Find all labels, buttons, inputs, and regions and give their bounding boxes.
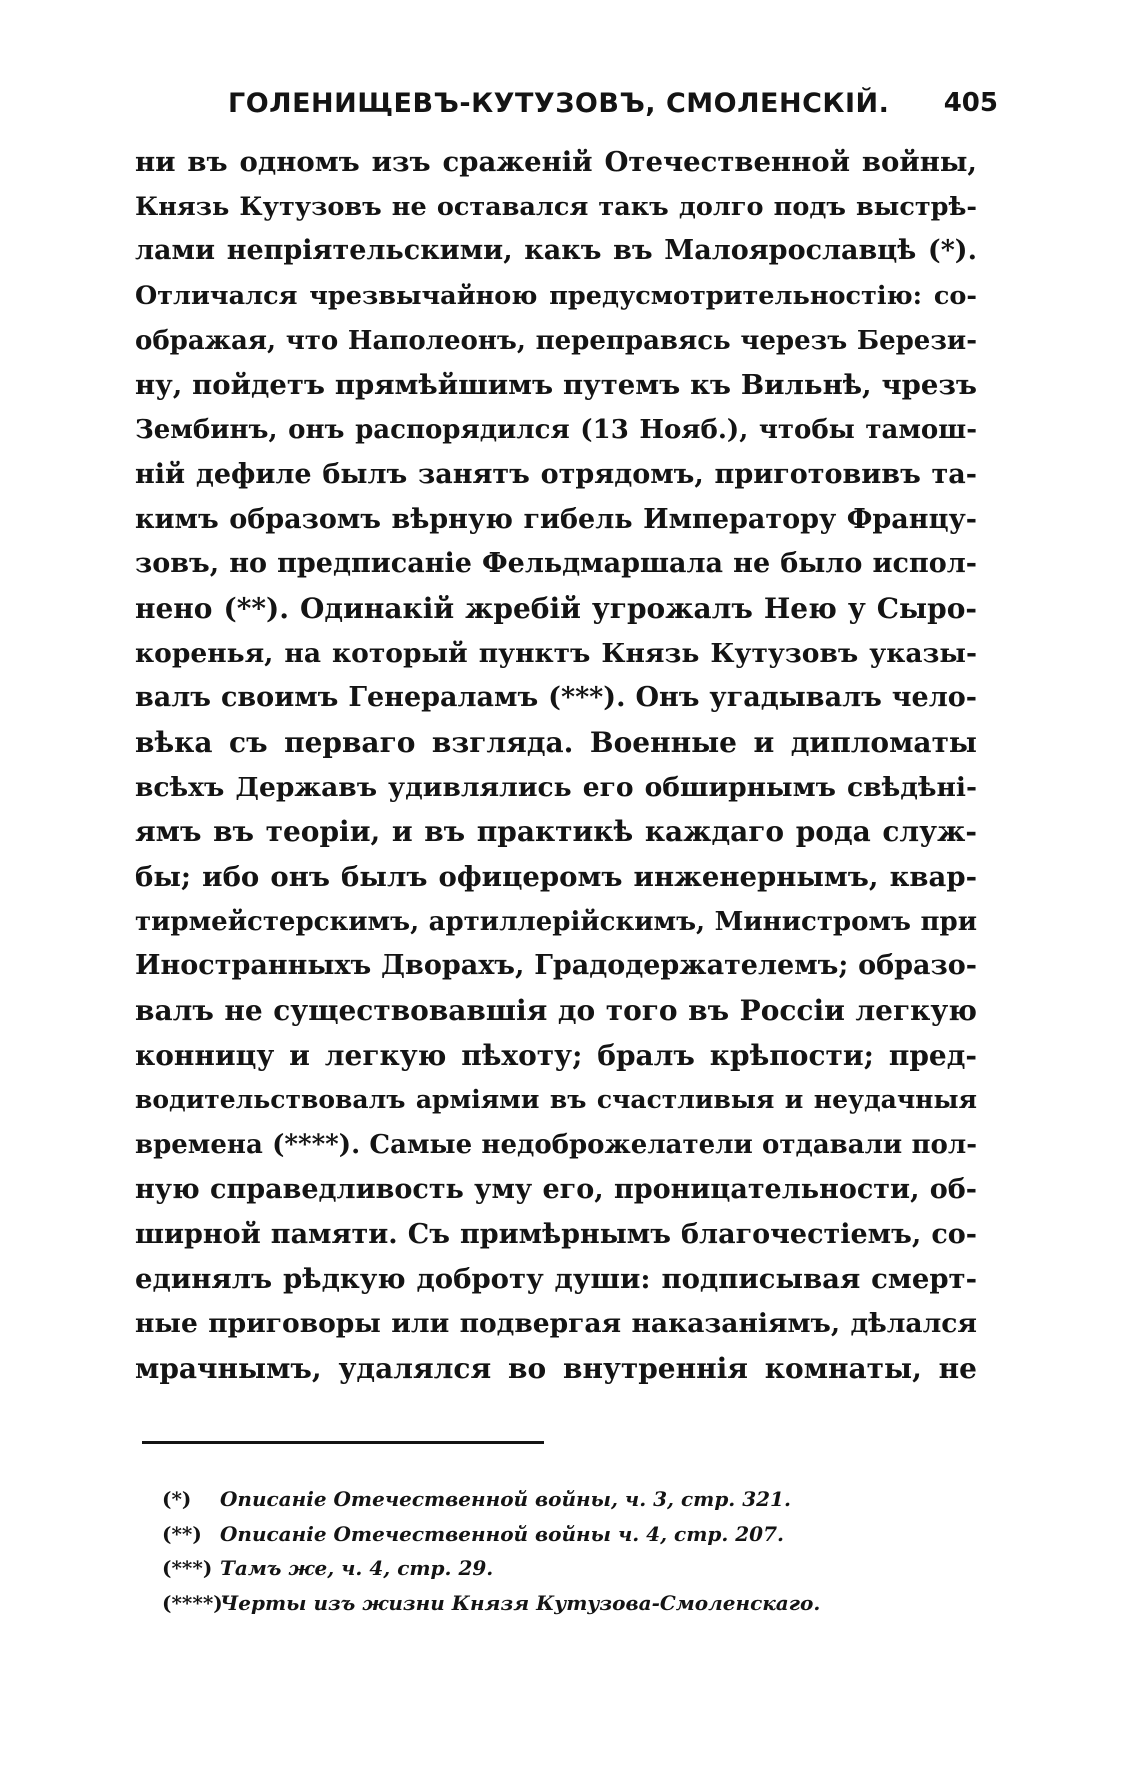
page-number: 405: [943, 88, 998, 118]
text-line: зовъ, но предписаніе Фельдмаршала не было испол-: [135, 548, 977, 580]
footnote: [162, 1551, 862, 1586]
footnote-mark: (*): [162, 1487, 192, 1511]
footnote-mark: (**): [162, 1521, 202, 1546]
footnote-divider: [142, 1441, 544, 1444]
running-title: ГОЛЕНИЩЕВЪ-КУТУЗОВЪ, СМОЛЕНСКІЙ.: [228, 88, 890, 119]
text-line: мрачнымъ, удалялся во внутреннія комнаты, не: [135, 1351, 977, 1385]
text-line: нено (**). Одинакій жребій угрожалъ Нею у Сыро-: [135, 591, 977, 625]
text-line: коренья, на который пунктъ Князь Кутузовъ указы-: [135, 637, 977, 669]
text-line: ямъ въ теоріи, и въ практикѣ каждаго рода служ-: [135, 815, 977, 849]
text-line: времена (****). Самые недоброжелатели отдавали пол-: [135, 1130, 977, 1161]
text-line: Князь Кутузовъ не оставался такъ долго подъ выстрѣ-: [135, 191, 977, 222]
text-line: валъ своимъ Генераламъ (***). Онъ угадывалъ чело-: [135, 682, 977, 714]
text-line: ній дефиле былъ занятъ отрядомъ, приготовивъ та-: [135, 458, 977, 490]
footnote-text: Описаніе Отечественной войны ч. 4, стр. 207.: [220, 1521, 784, 1546]
footnote-mark: (***): [162, 1556, 213, 1580]
main-text: [135, 140, 977, 1391]
text-line: конницу и легкую пѣхоту; бралъ крѣпости; пред-: [135, 1038, 977, 1072]
text-line: ни въ одномъ изъ сраженій Отечественной войны,: [135, 146, 977, 178]
text-line: бы; ибо онъ былъ офицеромъ инженернымъ, квар-: [135, 861, 977, 893]
footnotes: [162, 1482, 862, 1620]
footnote: [162, 1517, 862, 1552]
footnote-text: Описаніе Отечественной войны, ч. 3, стр. 321.: [220, 1487, 791, 1511]
text-line: ну, пойдетъ прямѣйшимъ путемъ къ Вильнѣ, чрезъ: [135, 369, 977, 402]
text-line: всѣхъ Державъ удивлялись его обширнымъ свѣдѣні-: [135, 771, 977, 803]
footnote-text: Черты изъ жизни Князя Кутузова-Смоленскаго.: [220, 1590, 821, 1615]
footnote-mark: (****): [162, 1590, 223, 1615]
text-line: валъ не существовавшія до того въ Россіи легкую: [135, 994, 977, 1028]
text-line: Иностранныхъ Дворахъ, Градодержателемъ; образо-: [135, 950, 977, 982]
footnote: [162, 1586, 862, 1621]
text-line: водительствовалъ арміями въ счастливыя и неудачныя: [135, 1085, 977, 1115]
text-line: лами непріятельскими, какъ въ Малоярославцѣ (*).: [135, 235, 977, 267]
text-line: ширной памяти. Съ примѣрнымъ благочестіемъ, со-: [135, 1218, 977, 1250]
text-line: вѣка съ перваго взгляда. Военные и дипломаты: [135, 725, 977, 759]
running-header: [228, 88, 998, 128]
text-line: Отличался чрезвычайною предусмотрительностію: со-: [135, 281, 977, 312]
text-line: Зембинъ, онъ распорядился (13 Нояб.), чтобы тамош-: [135, 415, 977, 446]
text-line: единялъ рѣдкую доброту души: подписывая смерт-: [135, 1263, 977, 1296]
text-line: ображая, что Наполеонъ, переправясь черезъ Берези-: [135, 325, 977, 356]
footnote-text: Тамъ же, ч. 4, стр. 29.: [220, 1556, 494, 1580]
text-line: ную справедливость уму его, проницательности, об-: [135, 1173, 977, 1205]
text-line: тирмейстерскимъ, артиллерійскимъ, Министромъ при: [135, 906, 977, 937]
text-line: ные приговоры или подвергая наказаніямъ, дѣлался: [135, 1307, 977, 1339]
text-line: кимъ образомъ вѣрную гибель Императору Францу-: [135, 503, 977, 535]
footnote: [162, 1482, 862, 1517]
